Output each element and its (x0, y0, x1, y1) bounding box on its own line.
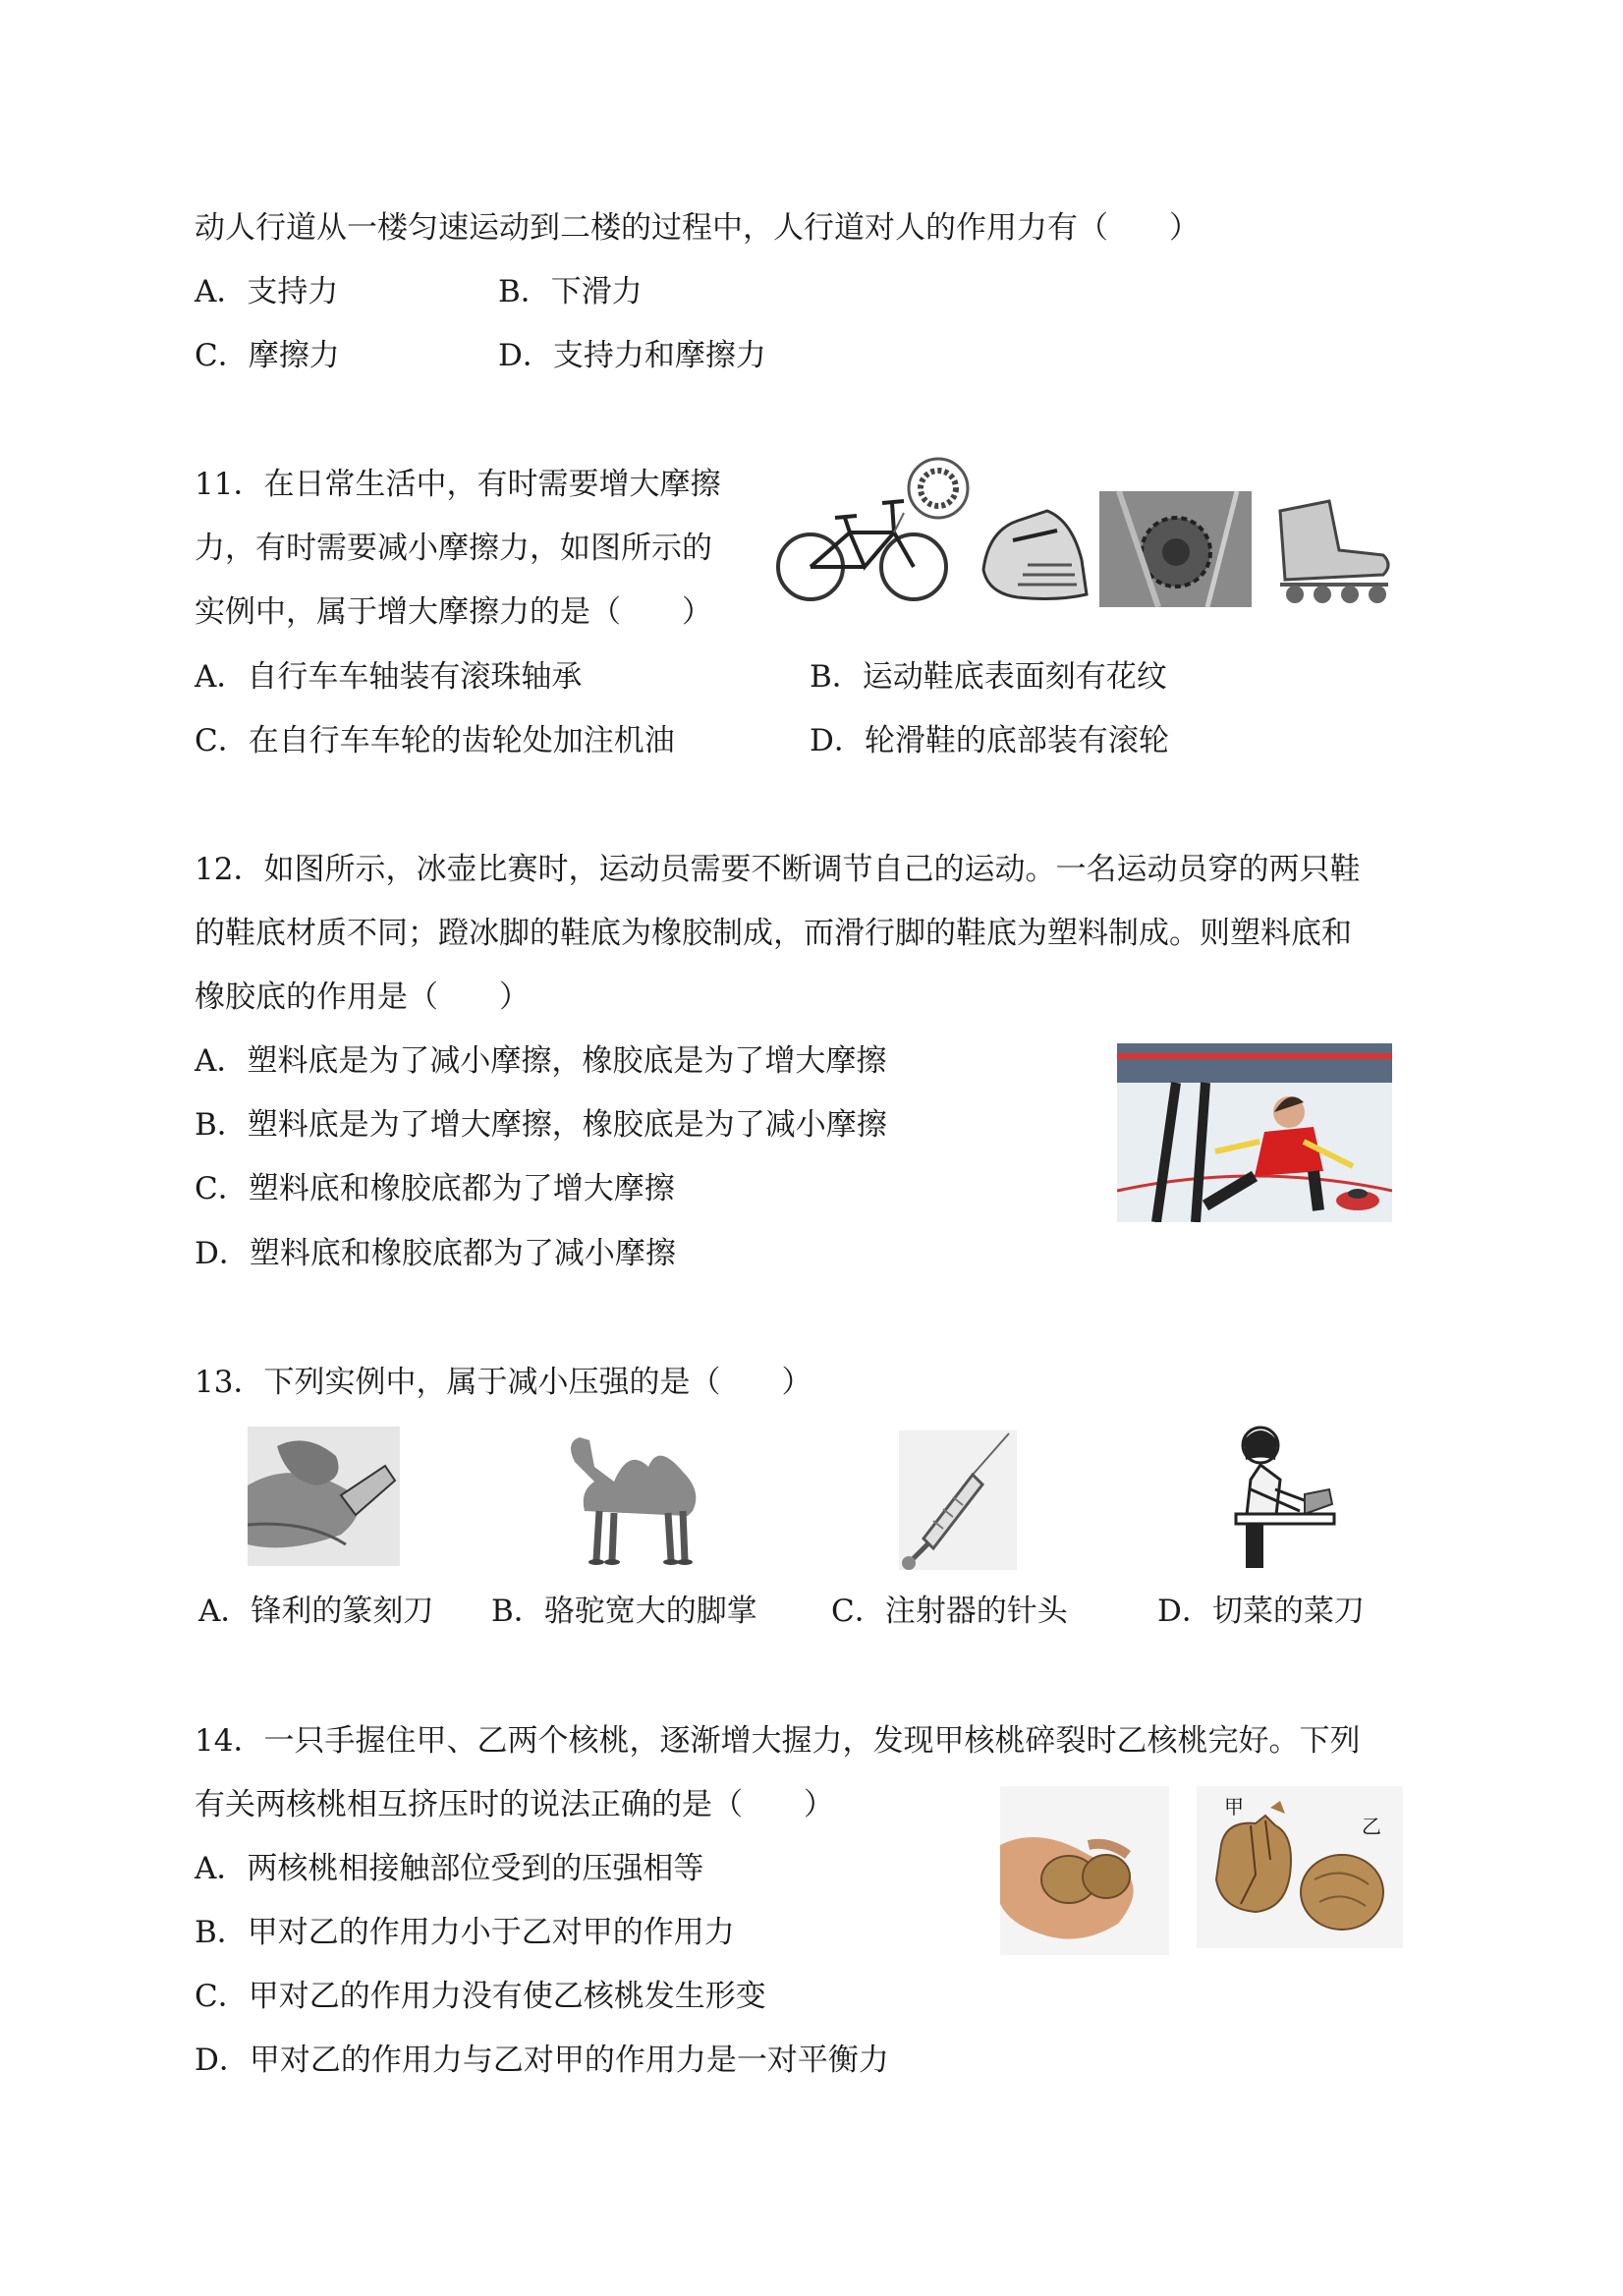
q14-option-c: C．甲对乙的作用力没有使乙核桃发生形变 (195, 1979, 766, 2014)
q13-option-b: B．骆驼宽大的脚掌 (491, 1594, 757, 1629)
q10-option-d: D．支持力和摩擦力 (498, 338, 766, 373)
camel-figure (555, 1423, 722, 1570)
q12-option-c: C．塑料底和橡胶底都为了增大摩擦 (195, 1171, 675, 1206)
q11-text-line-1: 11．在日常生活中，有时需要增大摩擦 (195, 467, 721, 502)
q11-option-c: C．在自行车车轮的齿轮处加注机油 (195, 723, 675, 758)
q14-text-line-2: 有关两核桃相互挤压时的说法正确的是（ ） (195, 1787, 834, 1822)
syringe-figure (899, 1430, 1017, 1570)
q12-text-line-1: 12．如图所示，冰壶比赛时，运动员需要不断调节自己的运动。一名运动员穿的两只鞋 (195, 852, 1361, 887)
q12-option-d: D．塑料底和橡胶底都为了减小摩擦 (195, 1236, 676, 1271)
q13-text: 13．下列实例中，属于减小压强的是（ ） (195, 1365, 812, 1400)
q13-option-a: A．锋利的篆刻刀 (198, 1594, 434, 1629)
q10-text: 动人行道从一楼匀速运动到二楼的过程中，人行道对人的作用力有（ ） (195, 210, 1200, 246)
sneaker-figure (979, 491, 1091, 607)
curling-athlete-figure (1117, 1043, 1392, 1222)
q12-option-b: B．塑料底是为了增大摩擦，橡胶底是为了减小摩擦 (195, 1107, 887, 1143)
walnuts-jia-yi-figure (1197, 1786, 1403, 1948)
q11-option-b: B．运动鞋底表面刻有花纹 (810, 659, 1167, 695)
q10-option-c: C．摩擦力 (195, 338, 340, 373)
q14-option-b: B．甲对乙的作用力小于乙对甲的作用力 (195, 1915, 735, 1950)
q11-option-a: A．自行车车轴装有滚珠轴承 (195, 659, 583, 695)
q11-text-line-2: 力，有时需要减小摩擦力，如图所示的 (195, 531, 712, 566)
seal-carving-knife-figure (248, 1427, 400, 1566)
walnut-jia-label: 甲 (1224, 1795, 1244, 1819)
hand-holding-walnuts-figure (1000, 1786, 1169, 1955)
q11-option-d: D．轮滑鞋的底部装有滚轮 (810, 723, 1169, 758)
q13-option-c: C．注射器的针头 (831, 1594, 1068, 1629)
q13-option-d: D．切菜的菜刀 (1157, 1594, 1365, 1629)
q10-option-b: B．下滑力 (498, 274, 643, 309)
q14-option-a: A．两核桃相接触部位受到的压强相等 (195, 1851, 704, 1886)
walnut-yi-label: 乙 (1362, 1815, 1381, 1838)
vegetable-knife-figure (1206, 1421, 1344, 1573)
q14-option-d: D．甲对乙的作用力与乙对甲的作用力是一对平衡力 (195, 2043, 889, 2078)
bicycle-figure (766, 454, 984, 611)
q12-text-line-3: 橡胶底的作用是（ ） (195, 980, 530, 1015)
q11-text-line-3: 实例中，属于增大摩擦力的是（ ） (195, 594, 712, 630)
q12-text-line-2: 的鞋底材质不同；蹬冰脚的鞋底为橡胶制成，而滑行脚的鞋底为塑料制成。则塑料底和 (195, 916, 1352, 951)
q14-text-line-1: 14．一只手握住甲、乙两个核桃，逐渐增大握力，发现甲核桃碎裂时乙核桃完好。下列 (195, 1723, 1361, 1759)
bike-gear-figure (1099, 491, 1252, 607)
roller-skate-figure (1256, 491, 1408, 607)
q10-option-a: A．支持力 (195, 274, 339, 309)
q12-option-a: A．塑料底是为了减小摩擦，橡胶底是为了增大摩擦 (195, 1043, 887, 1079)
